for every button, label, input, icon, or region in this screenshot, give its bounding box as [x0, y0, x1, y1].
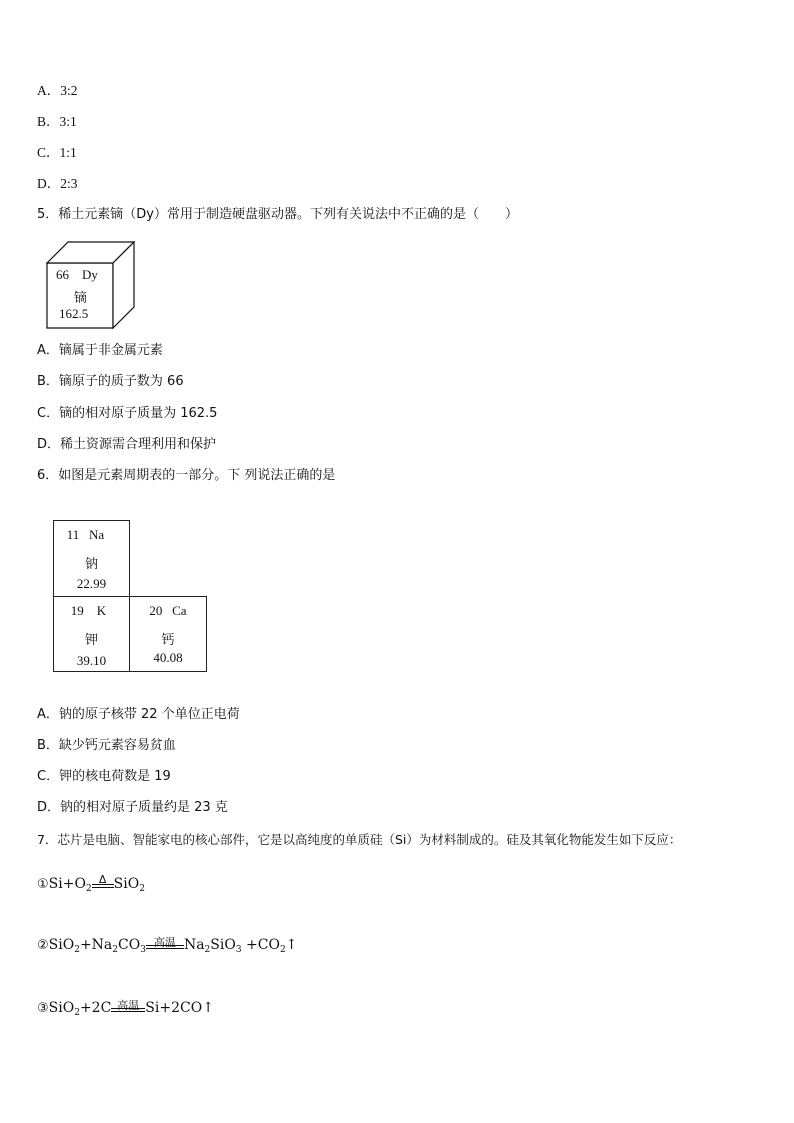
ca-mass: 40.08 — [153, 650, 183, 665]
dy-atomic-number: 66 — [56, 267, 69, 282]
ca-symbol: Ca — [172, 603, 187, 618]
q6-option-b: B．缺少钙元素容易贫血 — [37, 738, 176, 753]
q6-option-c: C．钾的核电荷数是 19 — [37, 769, 171, 784]
dy-atomic-mass: 162.5 — [59, 306, 89, 321]
eq3-mark: ③ — [37, 1001, 49, 1016]
dy-element-card — [46, 241, 136, 329]
cell-potassium — [53, 596, 130, 672]
ca-number: 20 — [149, 603, 163, 618]
q4-option-d: D．2:3 — [37, 176, 78, 191]
ca-name: 钙 — [161, 633, 175, 648]
q5-stem: 5．稀土元素镝（Dy）常用于制造硬盘驱动器。下列有关说法中不正确的是（ ） — [37, 207, 518, 222]
dy-symbol: Dy — [82, 267, 98, 282]
cell-calcium — [129, 596, 207, 672]
q6-option-a: A．钠的原子核带 22 个单位正电荷 — [37, 707, 240, 722]
na-symbol: Na — [89, 527, 105, 542]
periodic-table-fragment — [53, 520, 207, 672]
equation-3: ③SiO$_2$+2C 高温 Si+2CO↑ — [37, 999, 214, 1018]
na-name: 钠 — [84, 557, 98, 572]
eq2-mark: ② — [37, 938, 49, 953]
q5-option-a: A．镝属于非金属元素 — [37, 343, 163, 358]
eq2-condition: 高温 — [153, 936, 176, 949]
q6-stem: 6．如图是元素周期表的一部分。下 列说法正确的是 — [37, 468, 336, 483]
na-mass: 22.99 — [76, 576, 107, 591]
eq1-condition: Δ — [98, 873, 107, 886]
k-name: 钾 — [84, 633, 98, 648]
q5-option-c: C．镝的相对原子质量为 162.5 — [37, 406, 218, 421]
cell-sodium — [53, 520, 130, 597]
q7-stem: 7．芯片是电脑、智能家电的核心部件，它是以高纯度的单质硅（Si）为材料制成的。硅及其氧化物能发生如下反应： — [37, 832, 682, 847]
q5-option-b: B．镝原子的质子数为 66 — [37, 374, 184, 389]
dy-name: 镝 — [74, 291, 88, 306]
q4-option-a: A．3:2 — [37, 83, 78, 98]
q6-option-d: D．钠的相对原子质量约是 23 克 — [37, 800, 228, 815]
q4-option-b: B．3:1 — [37, 114, 77, 129]
k-mass: 39.10 — [76, 653, 107, 668]
equation-1: $①Si+O_2$ Δ SiO$_2$ — [37, 873, 145, 894]
eq1-mark: ① — [37, 877, 49, 892]
k-number: 19 — [70, 603, 84, 618]
eq3-condition: 高温 — [117, 999, 140, 1012]
q5-option-d: D．稀土资源需合理利用和保护 — [37, 437, 217, 452]
q4-option-c: C．1:1 — [37, 145, 77, 160]
na-number: 11 — [66, 527, 80, 542]
k-symbol: K — [96, 603, 107, 618]
equation-2: $②SiO_2+Na_2CO_3$ 高温 $Na_2SiO_3$ $+CO_2↑$ — [37, 936, 298, 955]
